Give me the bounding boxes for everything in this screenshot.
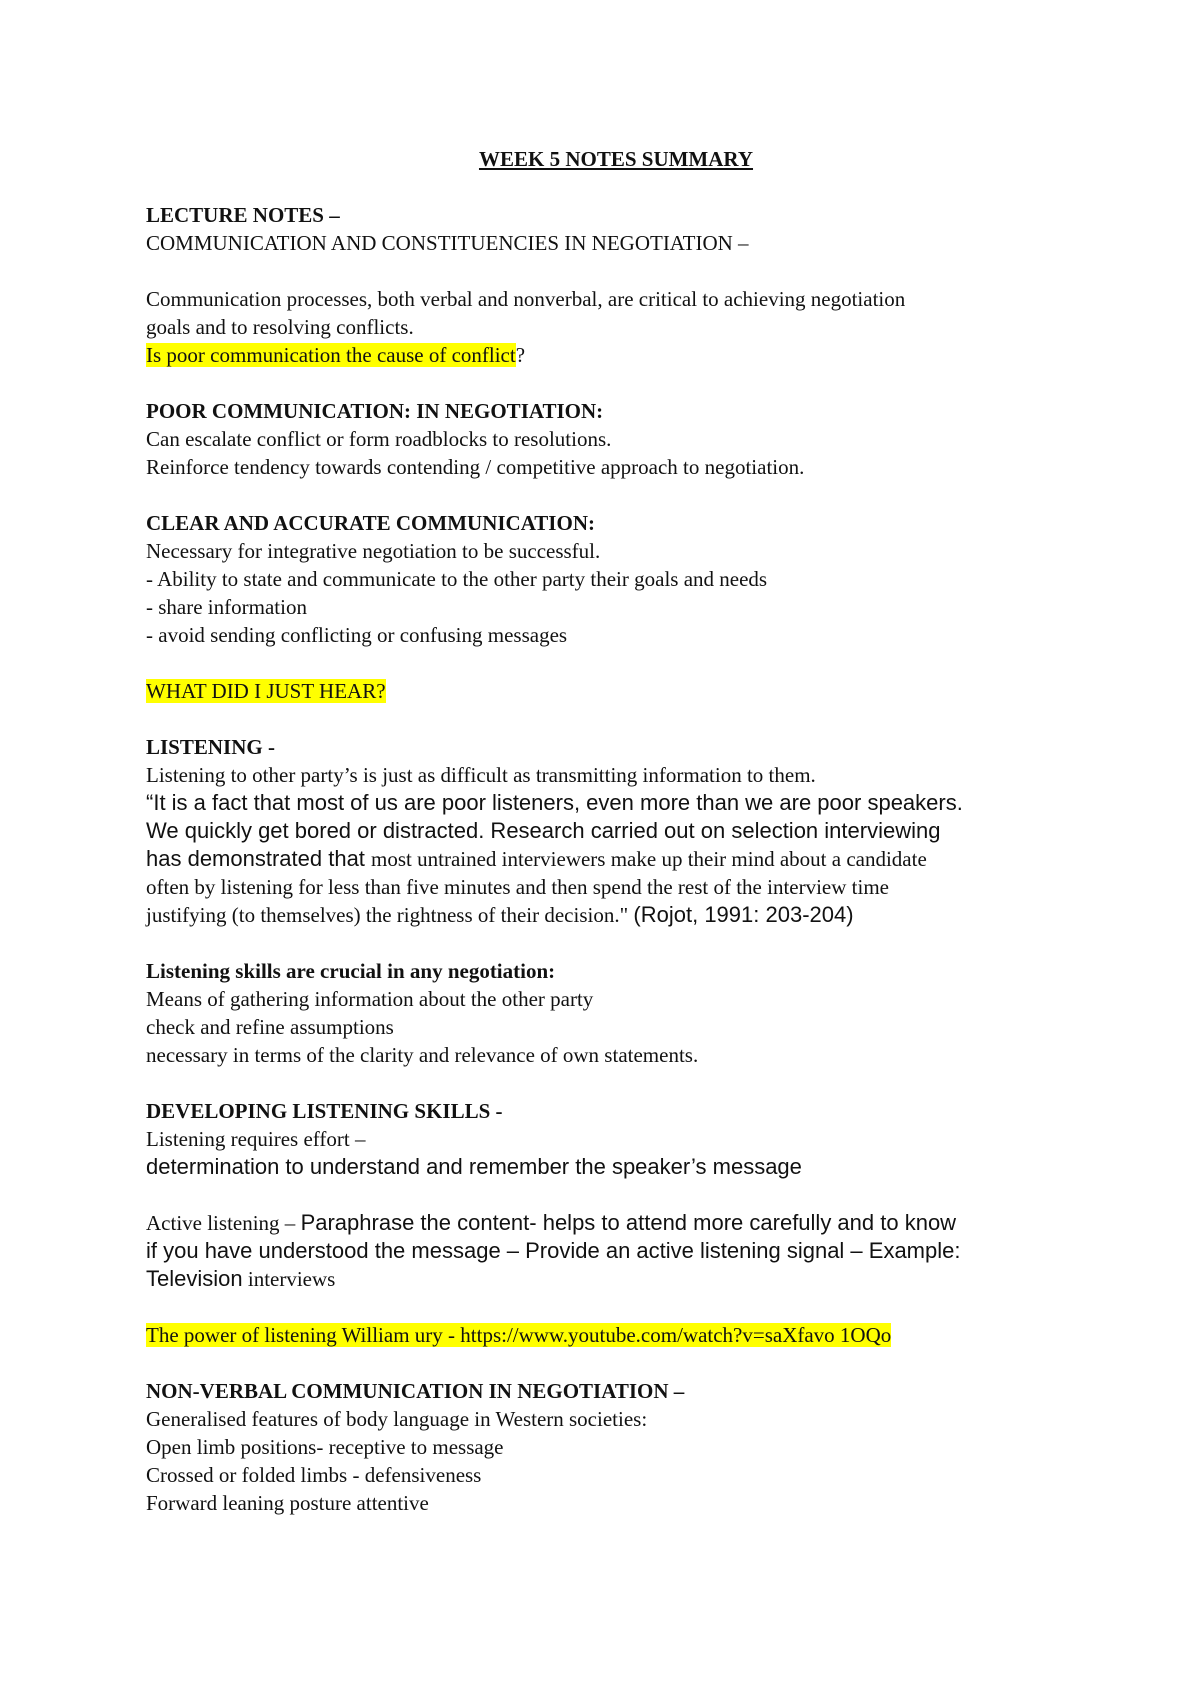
body-line: necessary in terms of the clarity and relevance of own statements.: [146, 1043, 699, 1067]
bullet-line: - Ability to state and communicate to the other party their goals and needs: [146, 567, 768, 591]
quote-segment: justifying (to themselves) the rightness of their decision.": [146, 903, 634, 927]
body-line: determination to understand and remember the speaker’s message: [146, 1154, 802, 1179]
body-line: Means of gathering information about the other party: [146, 987, 594, 1011]
bullet-line: - avoid sending conflicting or confusing messages: [146, 623, 568, 647]
body-line: check and refine assumptions: [146, 1015, 394, 1039]
clear-communication-heading: CLEAR AND ACCURATE COMMUNICATION:: [146, 511, 595, 535]
active-segment: Television: [146, 1266, 243, 1291]
quote-line: We quickly get bored or distracted. Research carried out on selection interviewing: [146, 818, 941, 843]
body-line: Listening requires effort –: [146, 1127, 366, 1151]
highlighted-question: Is poor communication the cause of conflict: [146, 343, 516, 367]
skills-heading: Listening skills are crucial in any negotiation:: [146, 959, 556, 983]
active-segment: Active listening –: [146, 1211, 301, 1235]
quote-line: [146, 901, 1086, 929]
quote-segment: most untrained interviewers make up their mind about a candidate: [371, 847, 927, 871]
active-line: [146, 1209, 1086, 1237]
quote-line: often by listening for less than five minutes and then spend the rest of the interview time: [146, 875, 889, 899]
active-line: if you have understood the message – Provide an active listening signal – Example:: [146, 1238, 961, 1263]
active-line: [146, 1265, 1086, 1293]
body-line: Can escalate conflict or form roadblocks to resolutions.: [146, 427, 612, 451]
body-line: Reinforce tendency towards contending / competitive approach to negotiation.: [146, 455, 805, 479]
page-title: WEEK 5 NOTES SUMMARY: [478, 147, 754, 171]
body-line: Crossed or folded limbs - defensiveness: [146, 1463, 482, 1487]
body-line: Forward leaning posture attentive: [146, 1491, 429, 1515]
quote-citation: (Rojot, 1991: 203-204): [633, 902, 854, 927]
body-line: Generalised features of body language in Western societies:: [146, 1407, 648, 1431]
body-line: Open limb positions- receptive to message: [146, 1435, 504, 1459]
question-line: [146, 341, 1086, 369]
body-line: Necessary for integrative negotiation to be successful.: [146, 539, 601, 563]
intro-line: Communication processes, both verbal and nonverbal, are critical to achieving negotiation: [146, 287, 906, 311]
active-segment: Paraphrase the content- helps to attend more carefully and to know: [300, 1210, 957, 1235]
quote-line: “It is a fact that most of us are poor listeners, even more than we are poor speakers.: [146, 790, 963, 815]
nonverbal-heading: NON-VERBAL COMMUNICATION IN NEGOTIATION –: [146, 1379, 685, 1403]
highlighted-hear: WHAT DID I JUST HEAR?: [146, 679, 386, 703]
intro-line: goals and to resolving conflicts.: [146, 315, 414, 339]
bullet-line: - share information: [146, 595, 307, 619]
quote-line: [146, 845, 1086, 873]
listening-heading: LISTENING -: [146, 735, 275, 759]
power-link-line[interactable]: [146, 1321, 1086, 1349]
power-of-listening-link[interactable]: The power of listening William ury - https://www.youtube.com/watch?v=saXfavo 1OQo: [146, 1323, 892, 1347]
hear-line: [146, 677, 1086, 705]
active-segment: interviews: [242, 1267, 336, 1291]
quote-segment: has demonstrated that: [146, 846, 372, 871]
question-mark: ?: [515, 343, 526, 367]
lecture-subheading: COMMUNICATION AND CONSTITUENCIES IN NEGOTIATION –: [146, 231, 749, 255]
document-body: [146, 145, 1086, 1517]
body-line: Listening to other party’s is just as difficult as transmitting information to them.: [146, 763, 816, 787]
lecture-heading: LECTURE NOTES –: [146, 203, 340, 227]
developing-heading: DEVELOPING LISTENING SKILLS -: [146, 1099, 503, 1123]
poor-communication-heading: POOR COMMUNICATION: IN NEGOTIATION:: [146, 399, 604, 423]
